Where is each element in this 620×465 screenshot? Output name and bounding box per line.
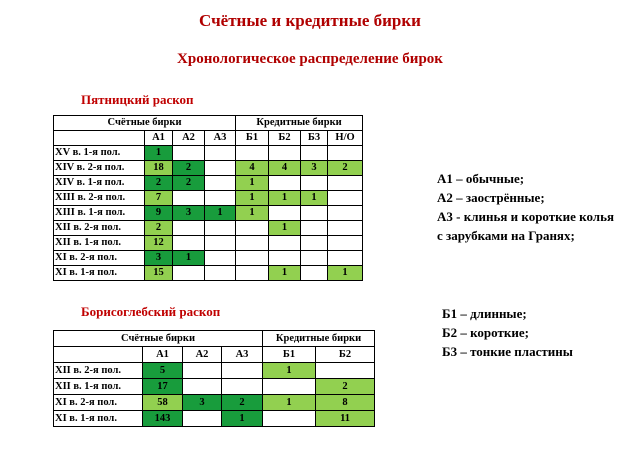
table-cell: 3 <box>145 251 173 266</box>
table-cell: 2 <box>173 161 205 176</box>
pyatnitsky-table <box>53 115 363 281</box>
slide-title: Счётные и кредитные бирки <box>199 11 421 30</box>
table-cell <box>236 266 269 281</box>
table-cell <box>328 236 363 251</box>
table-row <box>54 251 363 266</box>
table-cell: 2 <box>316 379 375 395</box>
row-label: XII в. 1-я пол. <box>54 379 143 395</box>
table-cell <box>173 221 205 236</box>
table-cell: 2 <box>145 176 173 191</box>
table-cell <box>173 266 205 281</box>
table-cell: 1 <box>328 266 363 281</box>
table-cell <box>328 221 363 236</box>
table-cell <box>269 236 301 251</box>
table-cell <box>222 379 263 395</box>
counting-tags-header: Счётные бирки <box>54 331 263 347</box>
column-header: А3 <box>205 131 236 146</box>
counting-tags-header: Счётные бирки <box>54 116 236 131</box>
row-label: XIII в. 2-я пол. <box>54 191 145 206</box>
table-row <box>54 411 375 427</box>
table-cell: 2 <box>145 221 173 236</box>
table-cell: 1 <box>269 221 301 236</box>
table-cell <box>205 236 236 251</box>
table-cell: 1 <box>205 206 236 221</box>
table-cell: 1 <box>301 191 328 206</box>
table-cell <box>316 363 375 379</box>
column-header: Н/О <box>328 131 363 146</box>
table-cell <box>301 146 328 161</box>
table-cell <box>328 191 363 206</box>
table-cell: 4 <box>236 161 269 176</box>
table-cell: 1 <box>269 191 301 206</box>
table-cell: 1 <box>145 146 173 161</box>
table-cell <box>205 161 236 176</box>
table-row <box>54 266 363 281</box>
table-cell: 143 <box>143 411 183 427</box>
table-cell: 5 <box>143 363 183 379</box>
row-label: XI в. 1-я пол. <box>54 411 143 427</box>
table-cell <box>328 146 363 161</box>
table-cell <box>173 236 205 251</box>
table-cell <box>301 206 328 221</box>
row-label: XV в. 1-я пол. <box>54 146 145 161</box>
table-cell: 4 <box>269 161 301 176</box>
table-cell <box>236 251 269 266</box>
legend-item: А2 – заострённые; <box>437 190 545 205</box>
credit-legend <box>442 304 617 361</box>
table-cell <box>328 206 363 221</box>
table-cell: 8 <box>316 395 375 411</box>
legend-item: Б3 – тонкие пластины <box>442 344 573 359</box>
column-header: Б2 <box>316 347 375 363</box>
table-row <box>54 176 363 191</box>
table-cell: 1 <box>222 411 263 427</box>
table-cell: 2 <box>328 161 363 176</box>
table-cell <box>269 206 301 221</box>
table-cell: 9 <box>145 206 173 221</box>
table-cell: 1 <box>269 266 301 281</box>
row-label: XII в. 1-я пол. <box>54 236 145 251</box>
legend-item: А1 – обычные; <box>437 171 525 186</box>
corner-cell <box>54 131 145 146</box>
table-cell: 1 <box>236 206 269 221</box>
credit-tags-header: Кредитные бирки <box>236 116 363 131</box>
table-cell <box>236 236 269 251</box>
column-header: А2 <box>183 347 222 363</box>
row-label: XIV в. 1-я пол. <box>54 176 145 191</box>
row-label: XII в. 2-я пол. <box>54 221 145 236</box>
column-header: А1 <box>143 347 183 363</box>
table-cell <box>301 266 328 281</box>
table-cell <box>301 176 328 191</box>
table-row <box>54 363 375 379</box>
column-header: А1 <box>145 131 173 146</box>
table-cell: 1 <box>263 395 316 411</box>
table-row <box>54 161 363 176</box>
table-cell: 1 <box>263 363 316 379</box>
table-cell: 1 <box>236 176 269 191</box>
table-cell <box>301 251 328 266</box>
table-cell: 17 <box>143 379 183 395</box>
table-cell <box>205 221 236 236</box>
table-row <box>54 206 363 221</box>
group-header-row <box>54 116 363 131</box>
table-row <box>54 191 363 206</box>
table-cell <box>236 146 269 161</box>
table-cell: 12 <box>145 236 173 251</box>
slide-subtitle: Хронологическое распределение бирок <box>177 51 443 67</box>
table-cell <box>263 379 316 395</box>
column-header: Б1 <box>263 347 316 363</box>
table-cell: 2 <box>222 395 263 411</box>
borisoglebsky-title: Борисоглебский раскоп <box>81 304 221 319</box>
column-header: А2 <box>173 131 205 146</box>
legend-item: Б2 – короткие; <box>442 325 529 340</box>
pyatnitsky-table-body <box>54 146 363 281</box>
column-header: Б3 <box>301 131 328 146</box>
table-cell: 11 <box>316 411 375 427</box>
table-cell <box>183 411 222 427</box>
legend-item: Б1 – длинные; <box>442 306 527 321</box>
table-cell <box>205 146 236 161</box>
table-cell <box>269 176 301 191</box>
column-header: Б2 <box>269 131 301 146</box>
table-cell <box>269 251 301 266</box>
row-label: XI в. 2-я пол. <box>54 251 145 266</box>
table-cell <box>173 191 205 206</box>
table-cell: 58 <box>143 395 183 411</box>
table-cell: 3 <box>173 206 205 221</box>
table-cell: 15 <box>145 266 173 281</box>
table-row <box>54 236 363 251</box>
table-cell <box>183 379 222 395</box>
legend-item: А3 - клинья и короткие колья с зарубками на Гранях; <box>437 209 614 243</box>
table-cell: 7 <box>145 191 173 206</box>
table-cell <box>205 251 236 266</box>
column-header: А3 <box>222 347 263 363</box>
pyatnitsky-title: Пятницкий раскоп <box>81 92 194 107</box>
row-label: XIV в. 2-я пол. <box>54 161 145 176</box>
table-row <box>54 379 375 395</box>
row-label: XIII в. 1-я пол. <box>54 206 145 221</box>
table-cell <box>205 191 236 206</box>
table-cell <box>222 363 263 379</box>
table-cell: 1 <box>236 191 269 206</box>
group-header-row <box>54 331 375 347</box>
table-cell <box>328 251 363 266</box>
table-cell <box>328 176 363 191</box>
borisoglebsky-table <box>53 330 375 427</box>
table-cell: 1 <box>173 251 205 266</box>
table-cell: 3 <box>183 395 222 411</box>
table-cell <box>236 221 269 236</box>
table-row <box>54 146 363 161</box>
table-cell <box>263 411 316 427</box>
table-cell <box>205 176 236 191</box>
column-header-row <box>54 347 375 363</box>
table-cell <box>269 146 301 161</box>
table-cell: 2 <box>173 176 205 191</box>
table-row <box>54 395 375 411</box>
table-row <box>54 221 363 236</box>
table-cell <box>173 146 205 161</box>
row-label: XII в. 2-я пол. <box>54 363 143 379</box>
column-header: Б1 <box>236 131 269 146</box>
borisoglebsky-table-body <box>54 363 375 427</box>
column-header-row <box>54 131 363 146</box>
table-cell <box>205 266 236 281</box>
table-cell: 18 <box>145 161 173 176</box>
counting-legend <box>437 169 615 245</box>
credit-tags-header: Кредитные бирки <box>263 331 375 347</box>
table-cell <box>301 221 328 236</box>
row-label: XI в. 2-я пол. <box>54 395 143 411</box>
table-cell <box>301 236 328 251</box>
corner-cell <box>54 347 143 363</box>
table-cell <box>183 363 222 379</box>
row-label: XI в. 1-я пол. <box>54 266 145 281</box>
table-cell: 3 <box>301 161 328 176</box>
